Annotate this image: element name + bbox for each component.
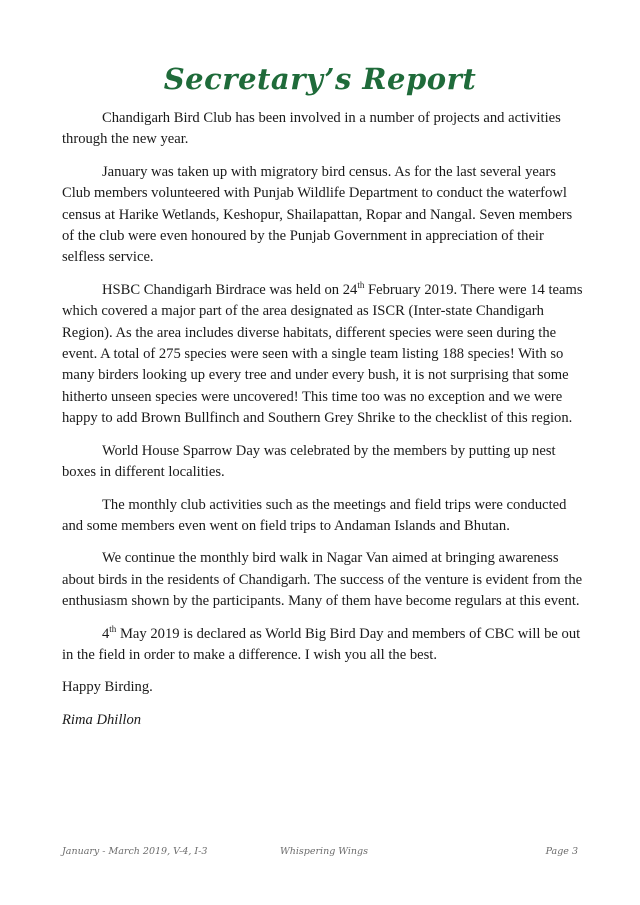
page-title: Secretary’s Report [163, 62, 477, 96]
ordinal-suffix: th [109, 623, 117, 634]
birdrace-text-rest: February 2019. There were 14 teams which covered a major part of the area designated as ISCR (Inter-state Chandigarh Region). As the area includes diverse habitats, different species were seen during the event. A total of 275 species were seen with a single team listing 188 species! With so many birders looking up every tree and under every bush, it is not surprising that some hitherto unseen species were uncovered! This time too was no exception and we were happy to add Brown Bullfinch and Southern Grey Shrike to the checklist of this region. [62, 281, 583, 427]
birdrace-text-start: HSBC Chandigarh Birdrace was held on 24 [102, 281, 358, 298]
page-footer [62, 846, 578, 860]
ordinal-suffix: th [357, 279, 365, 290]
signature: Rima Dhillon [62, 711, 142, 728]
paragraph-census: January was taken up with migratory bird census. As for the last several years Club members volunteered with Punjab Wildlife Department to conduct the waterfowl census at Harike Wetlands, Keshopur, Shailapattan, Ropar and Nangal. Seven members of the club were even honoured by the Punjab Government in appreciation of their selfless service. [62, 163, 573, 266]
big-bird-day-text-start: 4 [102, 625, 110, 642]
paragraph-bird-walk: We continue the monthly bird walk in Nagar Van aimed at bringing awareness about birds in the residents of Chandigarh. The success of the venture is evident from the enthusiasm shown by the participants. Many of them have become regulars at this event. [62, 550, 583, 610]
report-body [62, 108, 584, 731]
footer-issue: January - March 2019, V-4, I-3 [62, 846, 208, 857]
paragraph-intro: Chandigarh Bird Club has been involved in a number of projects and activities through the new year. [62, 110, 561, 148]
footer-publication: Whispering Wings [280, 846, 369, 857]
footer-page-number: Page 3 [545, 846, 578, 857]
paragraph-birdrace [62, 280, 584, 430]
paragraph-big-bird-day [62, 624, 584, 667]
big-bird-day-text-rest: May 2019 is declared as World Big Bird Day and members of CBC will be out in the field in order to make a difference. I wish you all the best. [62, 625, 581, 663]
closing-line: Happy Birding. [62, 679, 153, 696]
paragraph-sparrow-day: World House Sparrow Day was celebrated by the members by putting up nest boxes in different localities. [62, 442, 556, 481]
paragraph-club-activities: The monthly club activities such as the meetings and field trips were conducted and some members even went on field trips to Andaman Islands and Bhutan. [62, 496, 567, 534]
